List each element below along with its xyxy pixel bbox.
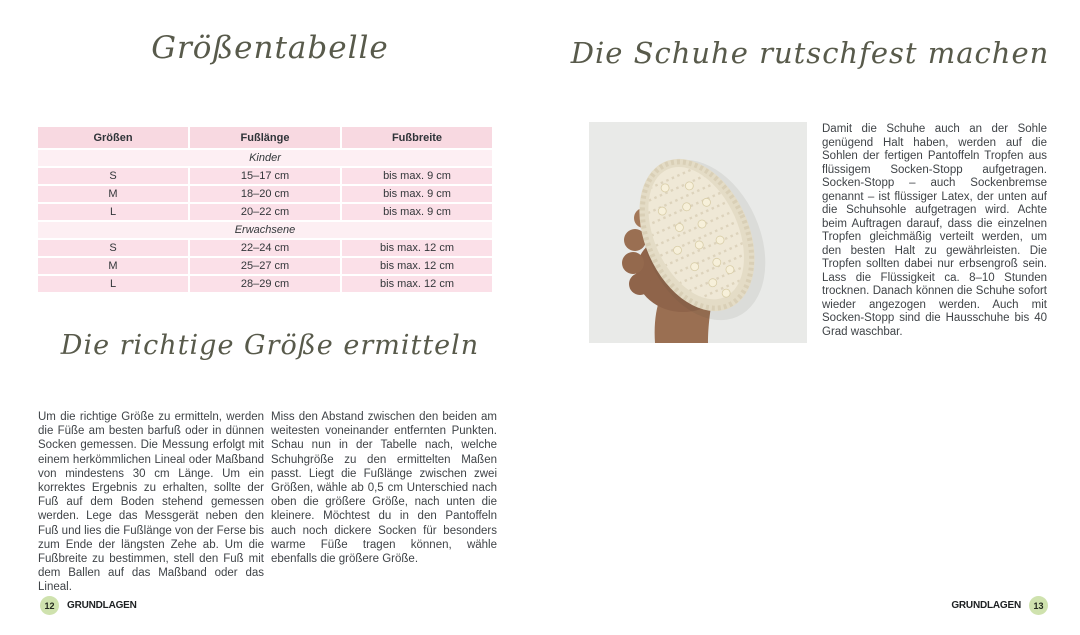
chapter-label: GRUNDLAGEN: [951, 600, 1021, 611]
cell-foot-width: bis max. 9 cm: [342, 204, 492, 220]
cell-size: L: [38, 276, 188, 292]
chapter-label: GRUNDLAGEN: [67, 600, 137, 611]
cell-size: L: [38, 204, 188, 220]
cell-size: M: [38, 258, 188, 274]
footer-right: [951, 596, 1048, 615]
size-table: [38, 127, 492, 294]
column-header-fussbreite: Fußbreite: [342, 127, 492, 148]
cell-foot-length: 25–27 cm: [190, 258, 340, 274]
slipper-photo-illustration: [589, 122, 807, 343]
cell-foot-width: bis max. 12 cm: [342, 240, 492, 256]
table-row: [38, 276, 492, 292]
cell-foot-width: bis max. 12 cm: [342, 258, 492, 274]
table-row: [38, 186, 492, 202]
section-title-richtige-groesse: Die richtige Größe ermitteln: [60, 330, 480, 361]
table-row: [38, 168, 492, 184]
cell-foot-length: 18–20 cm: [190, 186, 340, 202]
cell-size: S: [38, 240, 188, 256]
cell-foot-width: bis max. 9 cm: [342, 168, 492, 184]
body-text-column-1: Um die richtige Größe zu ermitteln, werden die Füße am besten barfuß oder in dünnen Socken gemessen. Die Messung erfolgt mit einem herkömmlichen Lineal oder Maßband von mindestens 30 cm Länge. Um ein korrektes Ergebnis zu erhalten, sollte der Fuß auf dem Boden stehend gemessen werden. Lege das Messgerät neben den Fuß und lies die Fußlänge von der Ferse bis zum Ende der längsten Zehe ab. Um die Fußbreite zu bestimmen, stell den Fuß mit dem Ballen auf das Maßband oder das Lineal.: [38, 411, 264, 594]
footer-left: [40, 596, 137, 615]
section-row-kinder: Kinder: [38, 150, 492, 166]
cell-foot-width: bis max. 12 cm: [342, 276, 492, 292]
cell-foot-length: 15–17 cm: [190, 168, 340, 184]
table-row: [38, 258, 492, 274]
cell-foot-length: 20–22 cm: [190, 204, 340, 220]
page-right: [540, 0, 1080, 635]
page-number-badge: 13: [1029, 596, 1048, 615]
column-header-groessen: Größen: [38, 127, 188, 148]
cell-size: M: [38, 186, 188, 202]
page-number-badge: 12: [40, 596, 59, 615]
column-header-fusslaenge: Fußlänge: [190, 127, 340, 148]
cell-foot-length: 22–24 cm: [190, 240, 340, 256]
table-row: [38, 204, 492, 220]
slipper-sole-photo: [589, 122, 807, 343]
page-title-rutschfest: Die Schuhe rutschfest machen: [570, 36, 1050, 70]
table-row: [38, 240, 492, 256]
section-row-erwachsene: Erwachsene: [38, 222, 492, 238]
cell-foot-width: bis max. 9 cm: [342, 186, 492, 202]
cell-foot-length: 28–29 cm: [190, 276, 340, 292]
size-table-header-row: [38, 127, 492, 148]
body-text-column-2: Miss den Abstand zwischen den beiden am weitesten voneinander entfernten Punkten. Schau nun in der Tabelle nach, welche Schuhgröße zu den ermittelten Maßen passt. Liegt die Fußlänge zwischen zwei Größen, wähle ab 0,5 cm Unterschied nach oben die größere Größe, nach unten die kleinere. Möchtest du in den Pantoffeln auch noch dickere Socken für besonders warme Füße tragen können, wähle ebenfalls die größere Größe.: [271, 411, 497, 566]
cell-size: S: [38, 168, 188, 184]
page-title-groessentabelle: Größentabelle: [151, 30, 389, 66]
body-text-right-page: Damit die Schuhe auch an der Sohle genügend Halt haben, werden auf die Sohlen der fertigen Pantoffeln Tropfen aus flüssigem Socken-Stopp aufgetragen. Socken-Stopp – auch Sockenbremse genannt – ist flüssiger Latex, der unten auf die Schuhsohle aufgetragen wird. Achte beim Auftragen darauf, dass die einzelnen Tropfen gleichmäßig verteilt werden, um den besten Halt zu gewährleisten. Die Tropfen sollten dabei nur erbsengroß sein. Lass die Flüssigkeit ca. 8–10 Stunden trocknen. Danach können die Schuhe sofort wieder angezogen werden. Auch mit Socken-Stopp sind die Hausschuhe bis 40 Grad waschbar.: [822, 123, 1047, 338]
